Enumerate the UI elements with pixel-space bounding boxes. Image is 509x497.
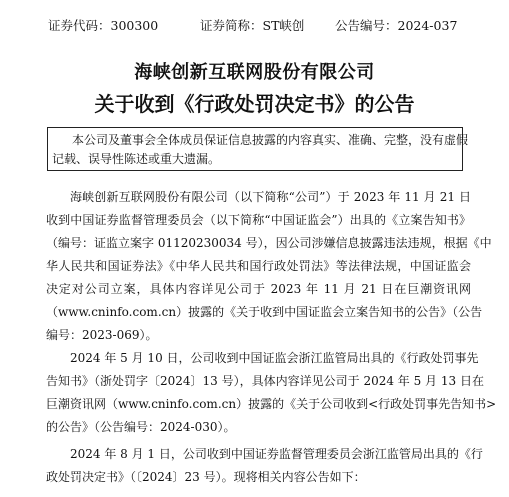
body-line: 的公告》（公告编号：2024-030）。	[46, 420, 236, 434]
body-line: （编号：证监立案字 01120230034 号），因公司涉嫌信息披露违法违规，根据《中	[46, 236, 492, 250]
disclaimer-line: 记载、误导性陈述或重大遗漏。	[52, 152, 221, 166]
disclaimer-line: 本公司及董事会全体成员保证信息披露的内容真实、准确、完整，没有虚假	[72, 133, 469, 147]
security-abbreviation: 证券简称：ST峡创	[200, 18, 305, 33]
body-line: 编号：2023-069）。	[46, 328, 158, 342]
body-line: 海峡创新互联网股份有限公司（以下简称“公司”）于 2023 年 11 月 21 日	[70, 190, 471, 204]
body-line: 决定对公司立案，具体内容详见公司于 2023 年 11 月 21 日在巨潮资讯网	[46, 282, 471, 296]
body-line: （www.cninfo.com.cn）披露的《关于收到中国证监会立案告知书的公告》（公告	[46, 305, 483, 319]
security-code: 证券代码：300300	[48, 18, 159, 33]
document-header	[0, 16, 509, 38]
body-line: 告知书》（浙处罚字〔2024〕13 号），具体内容详见公司于 2024 年 5 月 13 日在	[46, 374, 484, 388]
company-name: 海峡创新互联网股份有限公司	[134, 62, 375, 83]
disclaimer-box	[47, 127, 469, 171]
announcement-number: 公告编号：2024-037	[335, 18, 458, 33]
announcement-title: 关于收到《行政处罚决定书》的公告	[94, 92, 415, 116]
body-line: 华人民共和国证券法》《中华人民共和国行政处罚法》等法律法规，中国证监会	[46, 259, 471, 273]
body-line: 政处罚决定书》（〔2024〕23 号）。现将相关内容公告如下：	[46, 470, 366, 484]
body-line: 收到中国证券监督管理委员会（以下简称“中国证监会”）出具的《立案告知书》	[46, 213, 471, 227]
body-line: 2024 年 8 月 1 日，公司收到中国证券监督管理委员会浙江监管局出具的《行	[70, 447, 483, 461]
body-line: 巨潮资讯网（www.cninfo.com.cn）披露的《关于公司收到<行政处罚事先告知书>	[46, 397, 497, 411]
body-line: 2024 年 5 月 10 日，公司收到中国证监会浙江监管局出具的《行政处罚事先	[70, 351, 479, 365]
